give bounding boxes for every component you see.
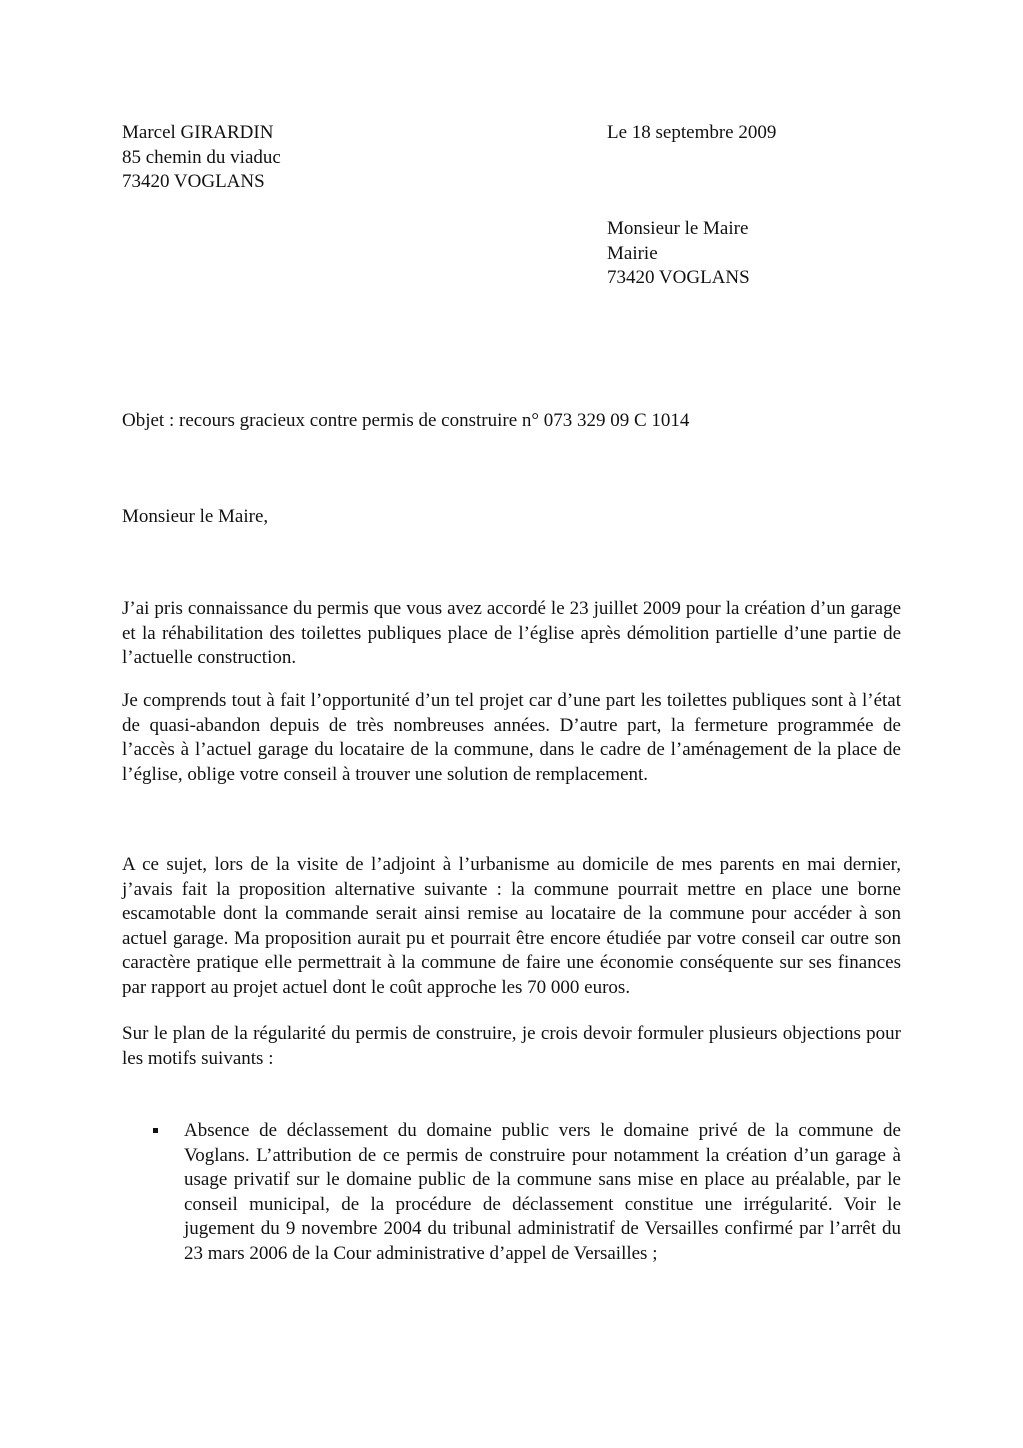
recipient-title: Monsieur le Maire bbox=[607, 218, 749, 239]
letter-salutation: Monsieur le Maire, bbox=[122, 506, 269, 527]
bullet-text: Absence de déclassement du domaine public vers le domaine privé de la commune de Voglans. L’attribution de ce permis de construire pour notamment la création d’un garage à usage privatif sur le domaine public de la commune sans mise en place au préalable, par le conseil municipal, de la procédure de déclassement constitue une irrégularité. Voir le jugement du 9 novembre 2004 du tribunal administratif de Versailles confirmé par l’arrêt du 23 mars 2006 de la Cour administrative d’appel de Versailles ; bbox=[184, 1120, 901, 1264]
body-paragraph: Sur le plan de la régularité du permis de construire, je crois devoir formuler plusieurs objections pour les motifs suivants : bbox=[122, 1023, 901, 1069]
sender-city: 73420 VOGLANS bbox=[122, 171, 265, 192]
sender-street: 85 chemin du viaduc bbox=[122, 146, 281, 168]
sender-address bbox=[122, 121, 281, 195]
body-paragraph: J’ai pris connaissance du permis que vous avez accordé le 23 juillet 2009 pour la création d’un garage et la réhabilitation des toilettes publiques place de l’église après démolition partielle d’une partie de l’actuelle construction. bbox=[122, 598, 901, 668]
letter-date: Le 18 septembre 2009 bbox=[607, 122, 777, 143]
recipient-city: 73420 VOGLANS bbox=[607, 267, 750, 288]
body-paragraph: A ce sujet, lors de la visite de l’adjoint à l’urbanisme au domicile de mes parents en mai dernier, j’avais fait la proposition alternative suivante : la commune pourrait mettre en place une borne escamotable dont la commande serait ainsi remise au locataire de la commune pour accéder à son actuel garage. Ma proposition aurait pu et pourrait être encore étudiée par votre conseil car outre son caractère pratique elle permettrait à la commune de faire une économie conséquente sur ses finances par rapport au projet actuel dont le coût approche les 70 000 euros. bbox=[122, 854, 901, 998]
recipient-address bbox=[607, 217, 750, 291]
square-bullet-icon bbox=[153, 1128, 158, 1133]
sender-name: Marcel GIRARDIN bbox=[122, 122, 274, 143]
letter-subject: Objet : recours gracieux contre permis de construire n° 073 329 09 C 1014 bbox=[122, 410, 690, 431]
recipient-office: Mairie bbox=[607, 242, 658, 264]
body-paragraph: Je comprends tout à fait l’opportunité d’un tel projet car d’une part les toilettes publiques sont à l’état de quasi-abandon depuis de très nombreuses années. D’autre part, la fermeture programmée de l’accès à l’actuel garage du locataire de la commune, dans le cadre de l’aménagement de la place de l’église, oblige votre conseil à trouver une solution de remplacement. bbox=[122, 690, 901, 785]
